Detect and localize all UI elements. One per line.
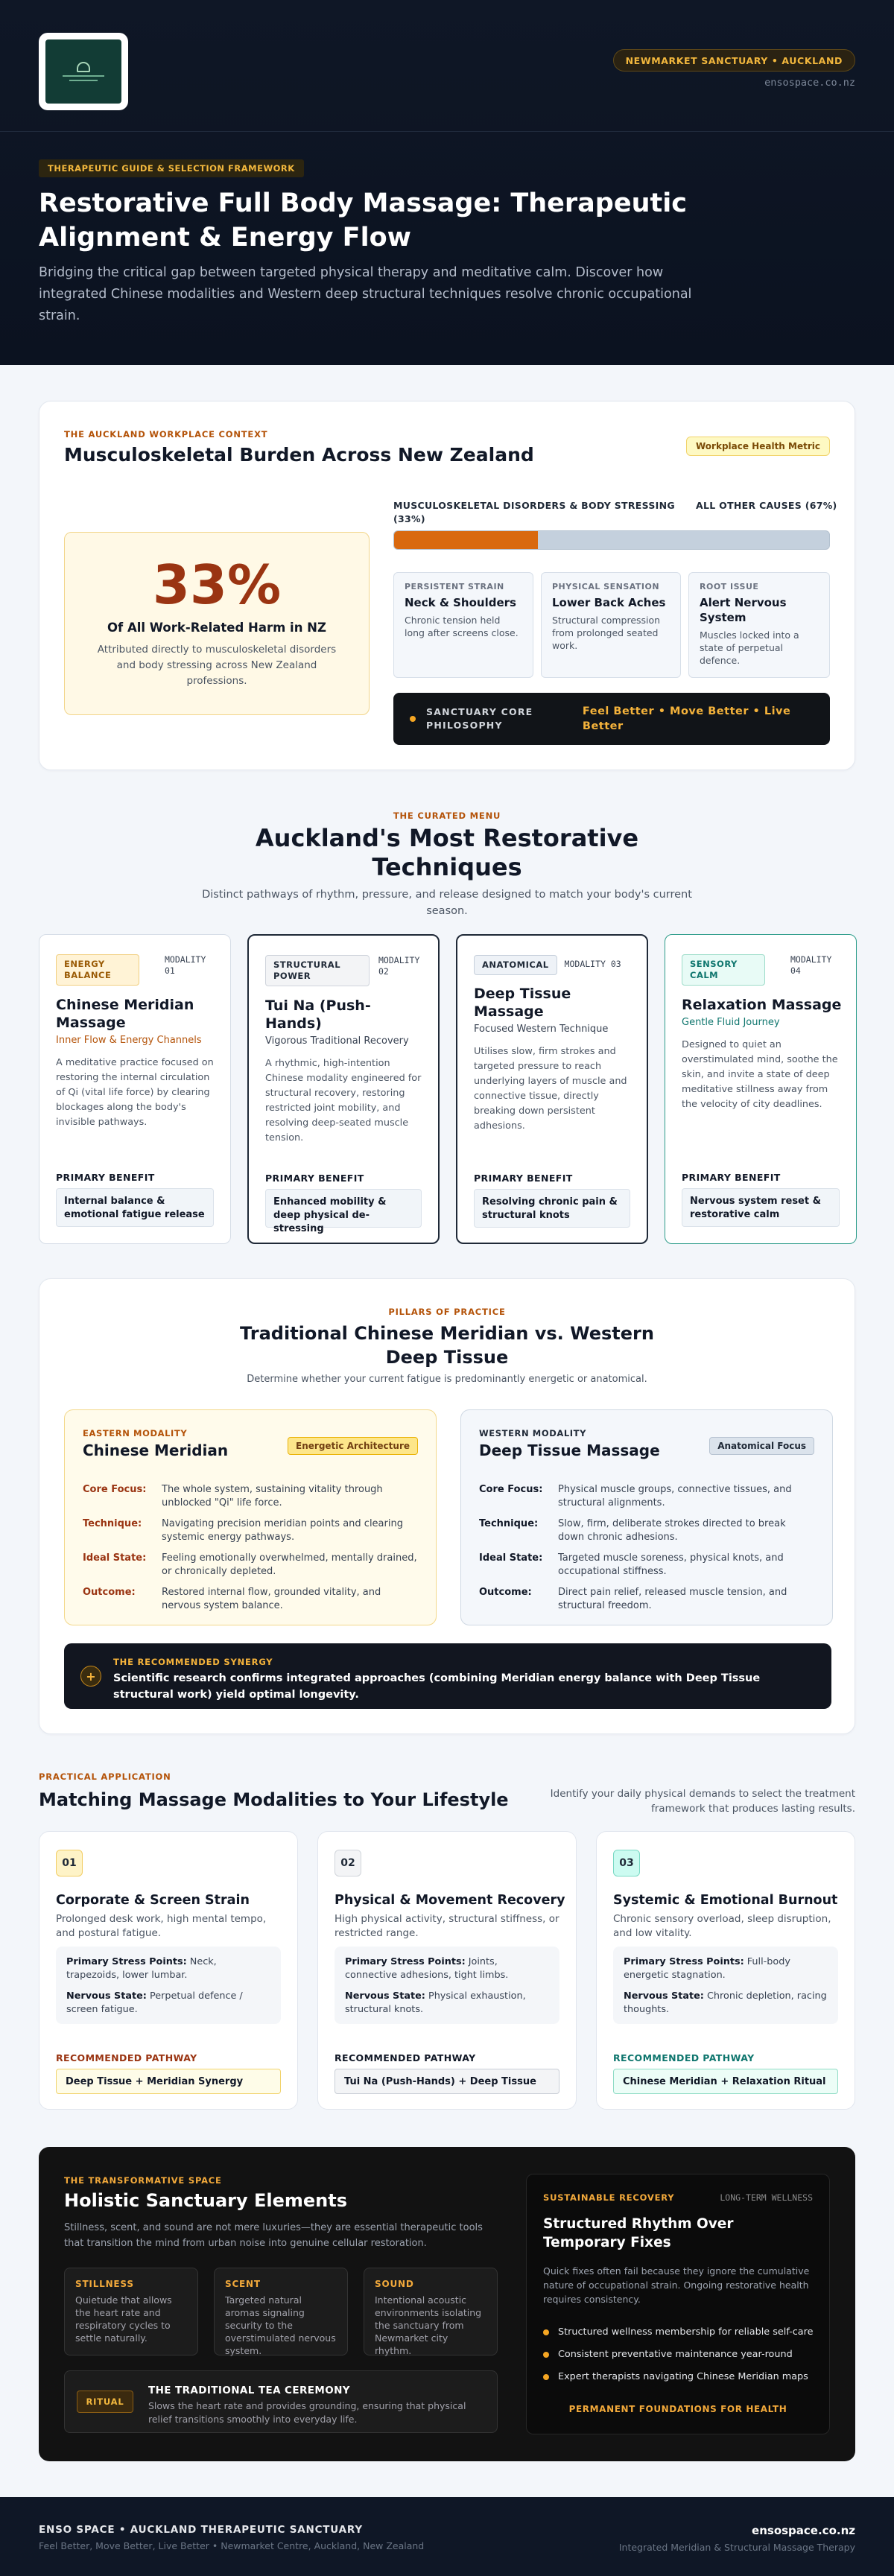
row-value: Physical muscle groups, connective tissues, and structural alignments. <box>558 1484 792 1509</box>
row-label: Technique: <box>83 1518 142 1529</box>
modality-number: MODALITY 03 <box>564 959 621 969</box>
symptom-kind: ROOT ISSUE <box>700 582 759 591</box>
lifestyle-subtitle: Chronic sensory overload, sleep disruption, and low vitality. <box>613 1913 831 1939</box>
lifestyle-card-burnout[interactable] <box>596 1831 855 2110</box>
modality-number: MODALITY 01 <box>165 954 206 976</box>
lifestyle-title: Physical & Movement Recovery <box>335 1893 565 1908</box>
element-sound <box>364 2268 498 2355</box>
pillars-eyebrow: PILLARS OF PRACTICE <box>388 1307 506 1317</box>
lifestyle-subtitle: Prolonged desk work, high mental tempo, and postural fatigue. <box>56 1913 267 1939</box>
benefit-label: PRIMARY BENEFIT <box>265 1173 364 1184</box>
stress-label: Primary Stress Points: <box>345 1956 466 1967</box>
stress-points <box>624 1955 828 1982</box>
comparison-row <box>83 1552 418 1579</box>
stat-description: Attributed directly to musculoskeletal disorders and body stressing across New Zealand professions. <box>97 644 337 687</box>
symptom-kind: PERSISTENT STRAIN <box>405 582 504 591</box>
sanctuary-eyebrow: THE TRANSFORMATIVE SPACE <box>64 2175 222 2186</box>
recovery-list-item <box>543 2349 817 2360</box>
harm-progress-fill <box>394 531 538 549</box>
technique-subtitle: Gentle Fluid Journey <box>682 1017 780 1028</box>
element-scent <box>214 2268 348 2355</box>
technique-tag: ENERGY BALANCE <box>56 954 139 986</box>
footer-tagline: Feel Better, Move Better, Live Better • Newmarket Centre, Auckland, New Zealand <box>39 2540 425 2551</box>
modality-kicker: EASTERN MODALITY <box>83 1428 188 1438</box>
nervous-state <box>345 1990 549 2017</box>
recovery-item-text: Structured wellness membership for reliable self-care <box>558 2326 814 2338</box>
benefit-value: Resolving chronic pain & structural knots <box>474 1189 630 1228</box>
logo-mark-icon <box>77 62 90 72</box>
technique-tag: ANATOMICAL <box>474 955 557 975</box>
pathway-label: RECOMMENDED PATHWAY <box>56 2052 197 2063</box>
logo-image <box>45 39 121 104</box>
card-number: 01 <box>56 1850 83 1877</box>
recovery-item-text: Consistent preventative maintenance year-round <box>558 2349 793 2360</box>
recovery-list-item <box>543 2326 817 2338</box>
row-label: Core Focus: <box>83 1484 147 1495</box>
element-label: SCENT <box>225 2279 261 2289</box>
stat-value: 33% <box>152 553 282 616</box>
symptom-title: Neck & Shoulders <box>405 596 516 609</box>
stress-points <box>66 1955 270 1982</box>
comparison-row <box>479 1586 814 1613</box>
row-value: Direct pain relief, released muscle tension, and structural freedom. <box>558 1587 787 1611</box>
modality-badge: Energetic Architecture <box>288 1437 418 1455</box>
nervous-value: Chronic depletion, racing thoughts. <box>624 1990 827 2015</box>
modality-title: Chinese Meridian <box>83 1441 229 1459</box>
pillars-subtitle: Determine whether your current fatigue is predominantly energetic or anatomical. <box>247 1374 647 1385</box>
footer-domain-link[interactable]: ensospace.co.nz <box>752 2524 855 2537</box>
bullet-dot-icon <box>410 716 416 722</box>
ritual-badge: RITUAL <box>77 2391 133 2413</box>
row-label: Ideal State: <box>83 1552 147 1564</box>
sanctuary-section <box>39 2147 855 2461</box>
nervous-value: Physical exhaustion, structural knots. <box>345 1990 526 2015</box>
modality-number: MODALITY 04 <box>790 954 832 976</box>
pathway-label: RECOMMENDED PATHWAY <box>335 2052 476 2063</box>
element-label: SOUND <box>375 2279 414 2289</box>
pathway-value: Chinese Meridian + Relaxation Ritual <box>613 2069 838 2094</box>
benefit-value: Enhanced mobility & deep physical de-stressing <box>265 1189 422 1228</box>
modality-number: MODALITY 02 <box>378 955 420 977</box>
sanctuary-title: Holistic Sanctuary Elements <box>64 2190 348 2211</box>
row-label: Outcome: <box>479 1587 532 1598</box>
guide-tag: THERAPEUTIC GUIDE & SELECTION FRAMEWORK <box>39 159 304 177</box>
technique-card-tuina[interactable] <box>247 934 440 1244</box>
modality-badge: Anatomical Focus <box>709 1437 814 1455</box>
page-title: Restorative Full Body Massage: Therapeutic Alignment & Energy Flow <box>39 188 687 253</box>
benefit-label: PRIMARY BENEFIT <box>682 1172 781 1183</box>
philosophy-label: SANCTUARY CORE PHILOSOPHY <box>426 706 533 731</box>
recovery-panel <box>526 2174 830 2434</box>
technique-description: Designed to quiet an overstimulated mind, soothe the skin, and invite a state of deep meditative stillness away from the velocity of city deadlines. <box>682 1039 838 1110</box>
row-label: Outcome: <box>83 1587 136 1598</box>
logo-tagline-mark <box>69 80 98 81</box>
element-label: STILLNESS <box>75 2279 134 2289</box>
hero-header <box>0 0 894 365</box>
row-value: Restored internal flow, grounded vitality, and nervous system balance. <box>162 1587 381 1611</box>
technique-name: Tui Na (Push-Hands) <box>265 997 371 1032</box>
sanctuary-subtitle: Stillness, scent, and sound are not mere luxuries—they are essential therapeutic tools that transition the mind from urban noise into genuine cellular restoration. <box>64 2222 483 2249</box>
tag-row <box>474 955 633 975</box>
harm-progress-bar <box>393 530 830 550</box>
technique-description: A meditative practice focused on restoring the internal circulation of Qi (vital life force) by clearing blockages along the body's invisible pathways. <box>56 1057 214 1128</box>
tag-row <box>265 955 425 986</box>
pathway-label: RECOMMENDED PATHWAY <box>613 2052 755 2063</box>
application-note: Identify your daily physical demands to select the treatment framework that produces lasting results. <box>550 1788 855 1815</box>
menu-eyebrow: THE CURATED MENU <box>393 810 501 821</box>
row-label: Ideal State: <box>479 1552 543 1564</box>
stress-details <box>335 1947 559 2024</box>
technique-name: Deep Tissue Massage <box>474 986 571 1020</box>
benefit-value: Nervous system reset & restorative calm <box>682 1188 840 1227</box>
stress-value: Joints, connective adhesions, tight limbs. <box>345 1956 509 1981</box>
technique-card-relaxation[interactable] <box>665 934 857 1244</box>
recovery-title: Structured Rhythm Over Temporary Fixes <box>543 2216 734 2250</box>
nervous-label: Nervous State: <box>66 1990 147 2002</box>
element-stillness <box>64 2268 198 2355</box>
synergy-banner <box>64 1643 831 1709</box>
philosophy-banner <box>393 693 830 745</box>
plus-icon: + <box>80 1666 101 1687</box>
modality-kicker: WESTERN MODALITY <box>479 1428 587 1438</box>
symptom-card <box>541 572 681 678</box>
menu-title: Auckland's Most Restorative Techniques <box>255 824 639 881</box>
menu-subtitle: Distinct pathways of rhythm, pressure, and release designed to match your body's current season. <box>202 889 692 917</box>
symptom-desc: Muscles locked into a state of perpetual defence. <box>700 629 799 666</box>
tea-ceremony-box <box>64 2370 498 2433</box>
stress-value: Full-body energetic stagnation. <box>624 1956 790 1981</box>
footer-brand: ENSO SPACE • AUCKLAND THERAPEUTIC SANCTUARY <box>39 2524 363 2536</box>
bullet-dot-icon <box>543 2352 549 2358</box>
lifestyle-card-physical[interactable] <box>317 1831 577 2110</box>
recovery-list-item <box>543 2371 817 2382</box>
element-desc: Quietude that allows the heart rate and respiratory cycles to settle naturally. <box>75 2294 172 2344</box>
tea-desc: Slows the heart rate and provides grounding, ensuring that physical relief transitions smoothly into everyday life. <box>148 2400 466 2425</box>
lifestyle-title: Systemic & Emotional Burnout <box>613 1893 838 1908</box>
comparison-row <box>83 1517 418 1544</box>
synergy-text: Scientific research confirms integrated approaches (combining Meridian energy balance with Deep Tissue structural work) yield optimal longevity. <box>113 1672 761 1701</box>
row-value: Feeling emotionally overwhelmed, mentally drained, or chronically depleted. <box>162 1552 417 1577</box>
lifestyle-subtitle: High physical activity, structural stiffness, or restricted range. <box>335 1913 559 1939</box>
row-label: Core Focus: <box>479 1484 543 1495</box>
eastern-modality-card <box>64 1409 437 1625</box>
lifestyle-card-corporate[interactable] <box>39 1831 298 2110</box>
application-eyebrow: PRACTICAL APPLICATION <box>39 1771 171 1782</box>
lifestyle-title: Corporate & Screen Strain <box>56 1893 250 1908</box>
hero-domain[interactable]: ensospace.co.nz <box>764 77 855 89</box>
technique-tag: STRUCTURAL POWER <box>265 955 370 986</box>
recovery-footer: PERMANENT FOUNDATIONS FOR HEALTH <box>568 2404 787 2414</box>
tag-row <box>56 954 217 986</box>
symptom-title: Lower Back Aches <box>552 596 666 609</box>
pathway-value: Tui Na (Push-Hands) + Deep Tissue <box>335 2069 559 2094</box>
benefit-value: Internal balance & emotional fatigue release <box>56 1188 214 1227</box>
technique-name: Relaxation Massage <box>682 997 842 1013</box>
tea-title: THE TRADITIONAL TEA CEREMONY <box>148 2385 350 2396</box>
synergy-label: THE RECOMMENDED SYNERGY <box>113 1657 273 1667</box>
nervous-state <box>624 1990 828 2017</box>
row-value: Navigating precision meridian points and clearing systemic energy pathways. <box>162 1518 403 1543</box>
row-value: The whole system, sustaining vitality through unblocked "Qi" life force. <box>162 1484 383 1509</box>
technique-name: Chinese Meridian Massage <box>56 997 194 1031</box>
recovery-mono-label: LONG-TERM WELLNESS <box>720 2192 813 2203</box>
nervous-value: Perpetual defence / screen fatigue. <box>66 1990 243 2015</box>
technique-tag: SENSORY CALM <box>682 954 765 986</box>
card-number: 02 <box>335 1850 361 1877</box>
stress-details <box>56 1947 281 2024</box>
technique-description: A rhythmic, high-intention Chinese modality engineered for structural recovery, restoring restricted joint mobility, and resolving deep-seated muscle tension. <box>265 1058 422 1143</box>
western-modality-card <box>460 1409 833 1625</box>
technique-subtitle: Inner Flow & Energy Channels <box>56 1035 202 1046</box>
stat-caption: Of All Work-Related Harm in NZ <box>107 621 326 635</box>
benefit-label: PRIMARY BENEFIT <box>56 1172 155 1183</box>
row-value: Slow, firm, deliberate strokes directed to break down chronic adhesions. <box>558 1518 786 1543</box>
pillars-title: Traditional Chinese Meridian vs. Western Deep Tissue <box>240 1323 654 1368</box>
nervous-label: Nervous State: <box>345 1990 425 2002</box>
technique-subtitle: Vigorous Traditional Recovery <box>265 1035 409 1047</box>
symptom-card <box>688 572 830 678</box>
symptom-desc: Chronic tension held long after screens close. <box>405 615 519 638</box>
technique-card-meridian[interactable] <box>39 934 231 1244</box>
stress-details <box>613 1947 838 2024</box>
comparison-row <box>83 1586 418 1613</box>
bar-label-other: ALL OTHER CAUSES (67%) <box>696 500 837 511</box>
element-desc: Targeted natural aromas signaling security to the overstimulated nervous system. <box>225 2294 336 2356</box>
bar-label-msd: MUSCULOSKELETAL DISORDERS & BODY STRESSING (33%) <box>393 500 675 524</box>
footer-descriptor: Integrated Meridian & Structural Massage Therapy <box>618 2542 855 2553</box>
technique-subtitle: Focused Western Technique <box>474 1024 609 1035</box>
symptom-title: Alert Nervous System <box>700 596 787 624</box>
symptom-desc: Structural compression from prolonged seated work. <box>552 615 661 651</box>
row-label: Technique: <box>479 1518 539 1529</box>
logo-wordmark <box>63 75 104 77</box>
bullet-dot-icon <box>543 2374 549 2380</box>
nervous-label: Nervous State: <box>624 1990 704 2002</box>
workplace-title: Musculoskeletal Burden Across New Zealand <box>64 444 534 466</box>
symptom-card <box>393 572 533 678</box>
technique-description: Utilises slow, firm strokes and targeted pressure to reach underlying layers of muscle and connective tissue, directly breaking down persistent adhesions. <box>474 1046 627 1132</box>
comparison-row <box>479 1517 814 1544</box>
philosophy-value: Feel Better • Move Better • Live Better <box>582 705 791 732</box>
comparison-row <box>479 1483 814 1510</box>
application-title: Matching Massage Modalities to Your Lifestyle <box>39 1789 509 1810</box>
stat-box <box>64 532 370 715</box>
stress-value: Neck, trapezoids, lower lumbar. <box>66 1956 217 1981</box>
benefit-label: PRIMARY BENEFIT <box>474 1173 573 1184</box>
stress-points <box>345 1955 549 1982</box>
workplace-eyebrow: THE AUCKLAND WORKPLACE CONTEXT <box>64 429 268 440</box>
card-number: 03 <box>613 1850 640 1877</box>
stress-label: Primary Stress Points: <box>624 1956 744 1967</box>
row-value: Targeted muscle soreness, physical knots, and occupational stiffness. <box>558 1552 784 1577</box>
page-subtitle: Bridging the critical gap between targeted physical therapy and meditative calm. Discover how integrated Chinese modalities and Western deep structural techniques resolve chronic occupational strain. <box>39 265 692 323</box>
comparison-row <box>479 1552 814 1579</box>
element-desc: Intentional acoustic environments isolating the sanctuary from Newmarket city rhythm. <box>375 2294 482 2356</box>
modality-title: Deep Tissue Massage <box>479 1441 660 1459</box>
symptom-kind: PHYSICAL SENSATION <box>552 582 660 591</box>
recovery-label: SUSTAINABLE RECOVERY <box>543 2192 675 2203</box>
page-footer <box>0 2497 894 2576</box>
location-pill: NEWMARKET SANCTUARY • AUCKLAND <box>613 49 855 72</box>
technique-card-deep-tissue[interactable] <box>456 934 648 1244</box>
recovery-item-text: Expert therapists navigating Chinese Meridian maps <box>558 2371 808 2382</box>
workplace-metric-badge: Workplace Health Metric <box>686 437 830 456</box>
stress-label: Primary Stress Points: <box>66 1956 187 1967</box>
pathway-value: Deep Tissue + Meridian Synergy <box>56 2069 281 2094</box>
comparison-row <box>83 1483 418 1510</box>
recovery-desc: Quick fixes often fail because they ignore the cumulative nature of occupational strain. Ongoing restorative health requires consistency. <box>543 2265 810 2305</box>
bullet-dot-icon <box>543 2329 549 2335</box>
nervous-state <box>66 1990 270 2017</box>
brand-logo[interactable] <box>39 33 128 110</box>
tag-row <box>682 954 843 986</box>
